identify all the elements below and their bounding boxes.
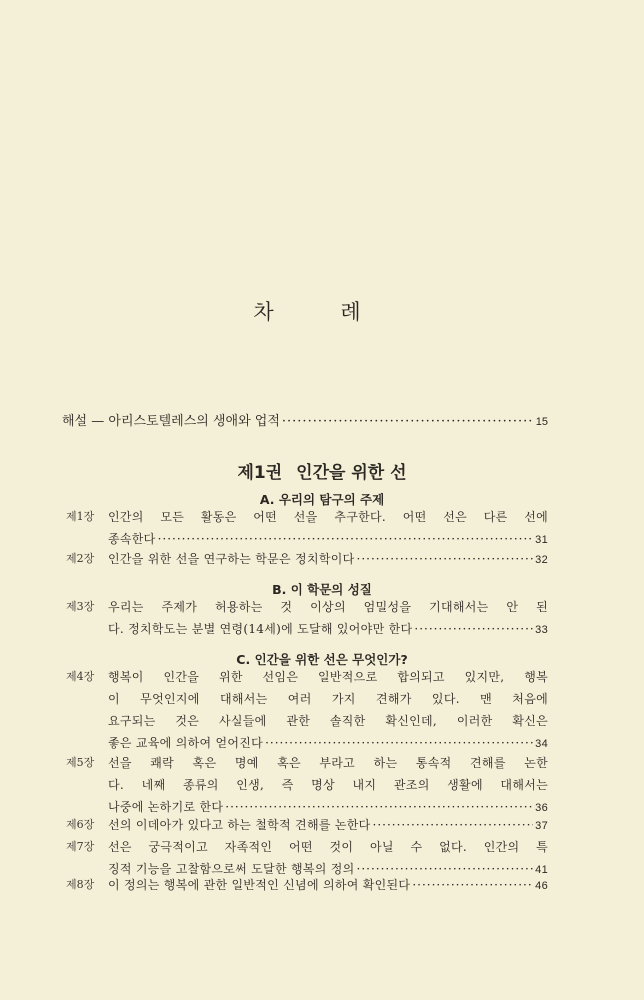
section-heading-a: A. 우리의 탐구의 주제 [259,492,385,507]
chapter-text-line: 좋은 교육에 의하여 얻어진다 [108,736,264,750]
toc-entry-chapter-1[interactable] [66,506,548,550]
dot-leader [265,732,533,754]
section-heading-b: B. 이 학문의 성질 [272,582,372,597]
toc-entry-chapter-3[interactable] [66,596,548,640]
chapter-last-line [108,732,548,754]
page-number: 32 [535,554,548,566]
chapter-text-line: 선을 쾌락 혹은 명예 혹은 부라고 하는 통속적 견해를 논한 [108,756,548,770]
book-title: 인간을 위한 선 [296,463,407,483]
page-number: 36 [535,802,548,814]
chapter-text-line: 행복이 인간을 위한 선임은 일반적으로 합의되고 있지만, 행복 [108,670,548,684]
dot-leader [414,618,533,640]
chapter-last-line [108,528,548,550]
chapter-text-line: 다. 네째 종류의 인생, 즉 명상 내지 관조의 생활에 대해서는 [108,778,548,792]
chapter-text-line: 이 정의는 행복에 관한 일반적인 신념에 의하여 확인된다 [108,878,411,892]
toc-entry-chapter-4[interactable] [66,666,548,754]
chapter-text-line: 우리는 주제가 허용하는 것 이상의 엄밀성을 기대해서는 안 된 [108,600,548,614]
chapter-last-line [108,814,548,836]
chapter-last-line [108,874,548,896]
chapter-text-line: 종속한다 [108,532,156,546]
toc-entry-chapter-6[interactable] [66,814,548,836]
chapter-text-line: 다. 정치학도는 분별 연령(14세)에 도달해 있어야만 한다 [108,622,413,636]
chapter-label: 제4장 [66,670,95,683]
chapter-label: 제8장 [66,878,95,891]
dot-leader [412,874,533,896]
chapter-label: 제5장 [66,756,95,769]
page-number: 15 [535,416,548,428]
chapter-text-line: 선의 이데아가 있다고 하는 철학적 견해를 논한다 [108,818,371,832]
chapter-last-line [108,548,548,570]
page-number: 41 [535,864,548,876]
page-number: 46 [535,880,548,892]
page-title: 차 례 [253,300,391,324]
page-number: 37 [535,820,548,832]
chapter-text-line: 이 무엇인지에 대해서는 여러 가지 견해가 있다. 맨 처음에 [108,692,548,706]
chapter-text-line: 인간의 모든 활동은 어떤 선을 추구한다. 어떤 선은 다른 선에 [108,510,548,524]
chapter-label: 제3장 [66,600,95,613]
chapter-label: 제7장 [66,840,95,853]
page-number: 33 [535,624,548,636]
dot-leader [282,414,534,429]
chapter-text-line: 요구되는 것은 사실들에 관한 솔직한 확신인데, 이러한 확신은 [108,714,548,728]
chapter-label: 제1장 [66,510,95,523]
chapter-text-line: 선은 궁극적이고 자족적인 어떤 것이 아닐 수 없다. 인간의 특 [108,840,548,854]
toc-entry-chapter-5[interactable] [66,752,548,818]
preface-text: 해설 — 아리스토텔레스의 생애와 업적 [62,414,280,429]
dot-leader [373,814,534,836]
section-heading-c: C. 인간을 위한 선은 무엇인가? [236,652,408,667]
chapter-text-line: 나중에 논하기로 한다 [108,800,224,814]
chapter-last-line [108,618,548,640]
chapter-text-line: 징적 기능을 고찰함으로써 도달한 행복의 정의 [108,862,355,876]
page-number: 31 [535,534,548,546]
page-number: 34 [535,738,548,750]
chapter-label: 제2장 [66,552,95,565]
toc-entry-chapter-2[interactable] [66,548,548,570]
book-number: 제1권 [237,463,283,483]
dot-leader [357,548,534,570]
chapter-text-line: 인간을 위한 선을 연구하는 학문은 정치학이다 [108,552,355,566]
toc-entry-chapter-8[interactable] [66,874,548,896]
dot-leader [158,528,534,550]
chapter-label: 제6장 [66,818,95,831]
book-heading [0,458,644,483]
toc-entry-preface[interactable] [62,410,548,429]
